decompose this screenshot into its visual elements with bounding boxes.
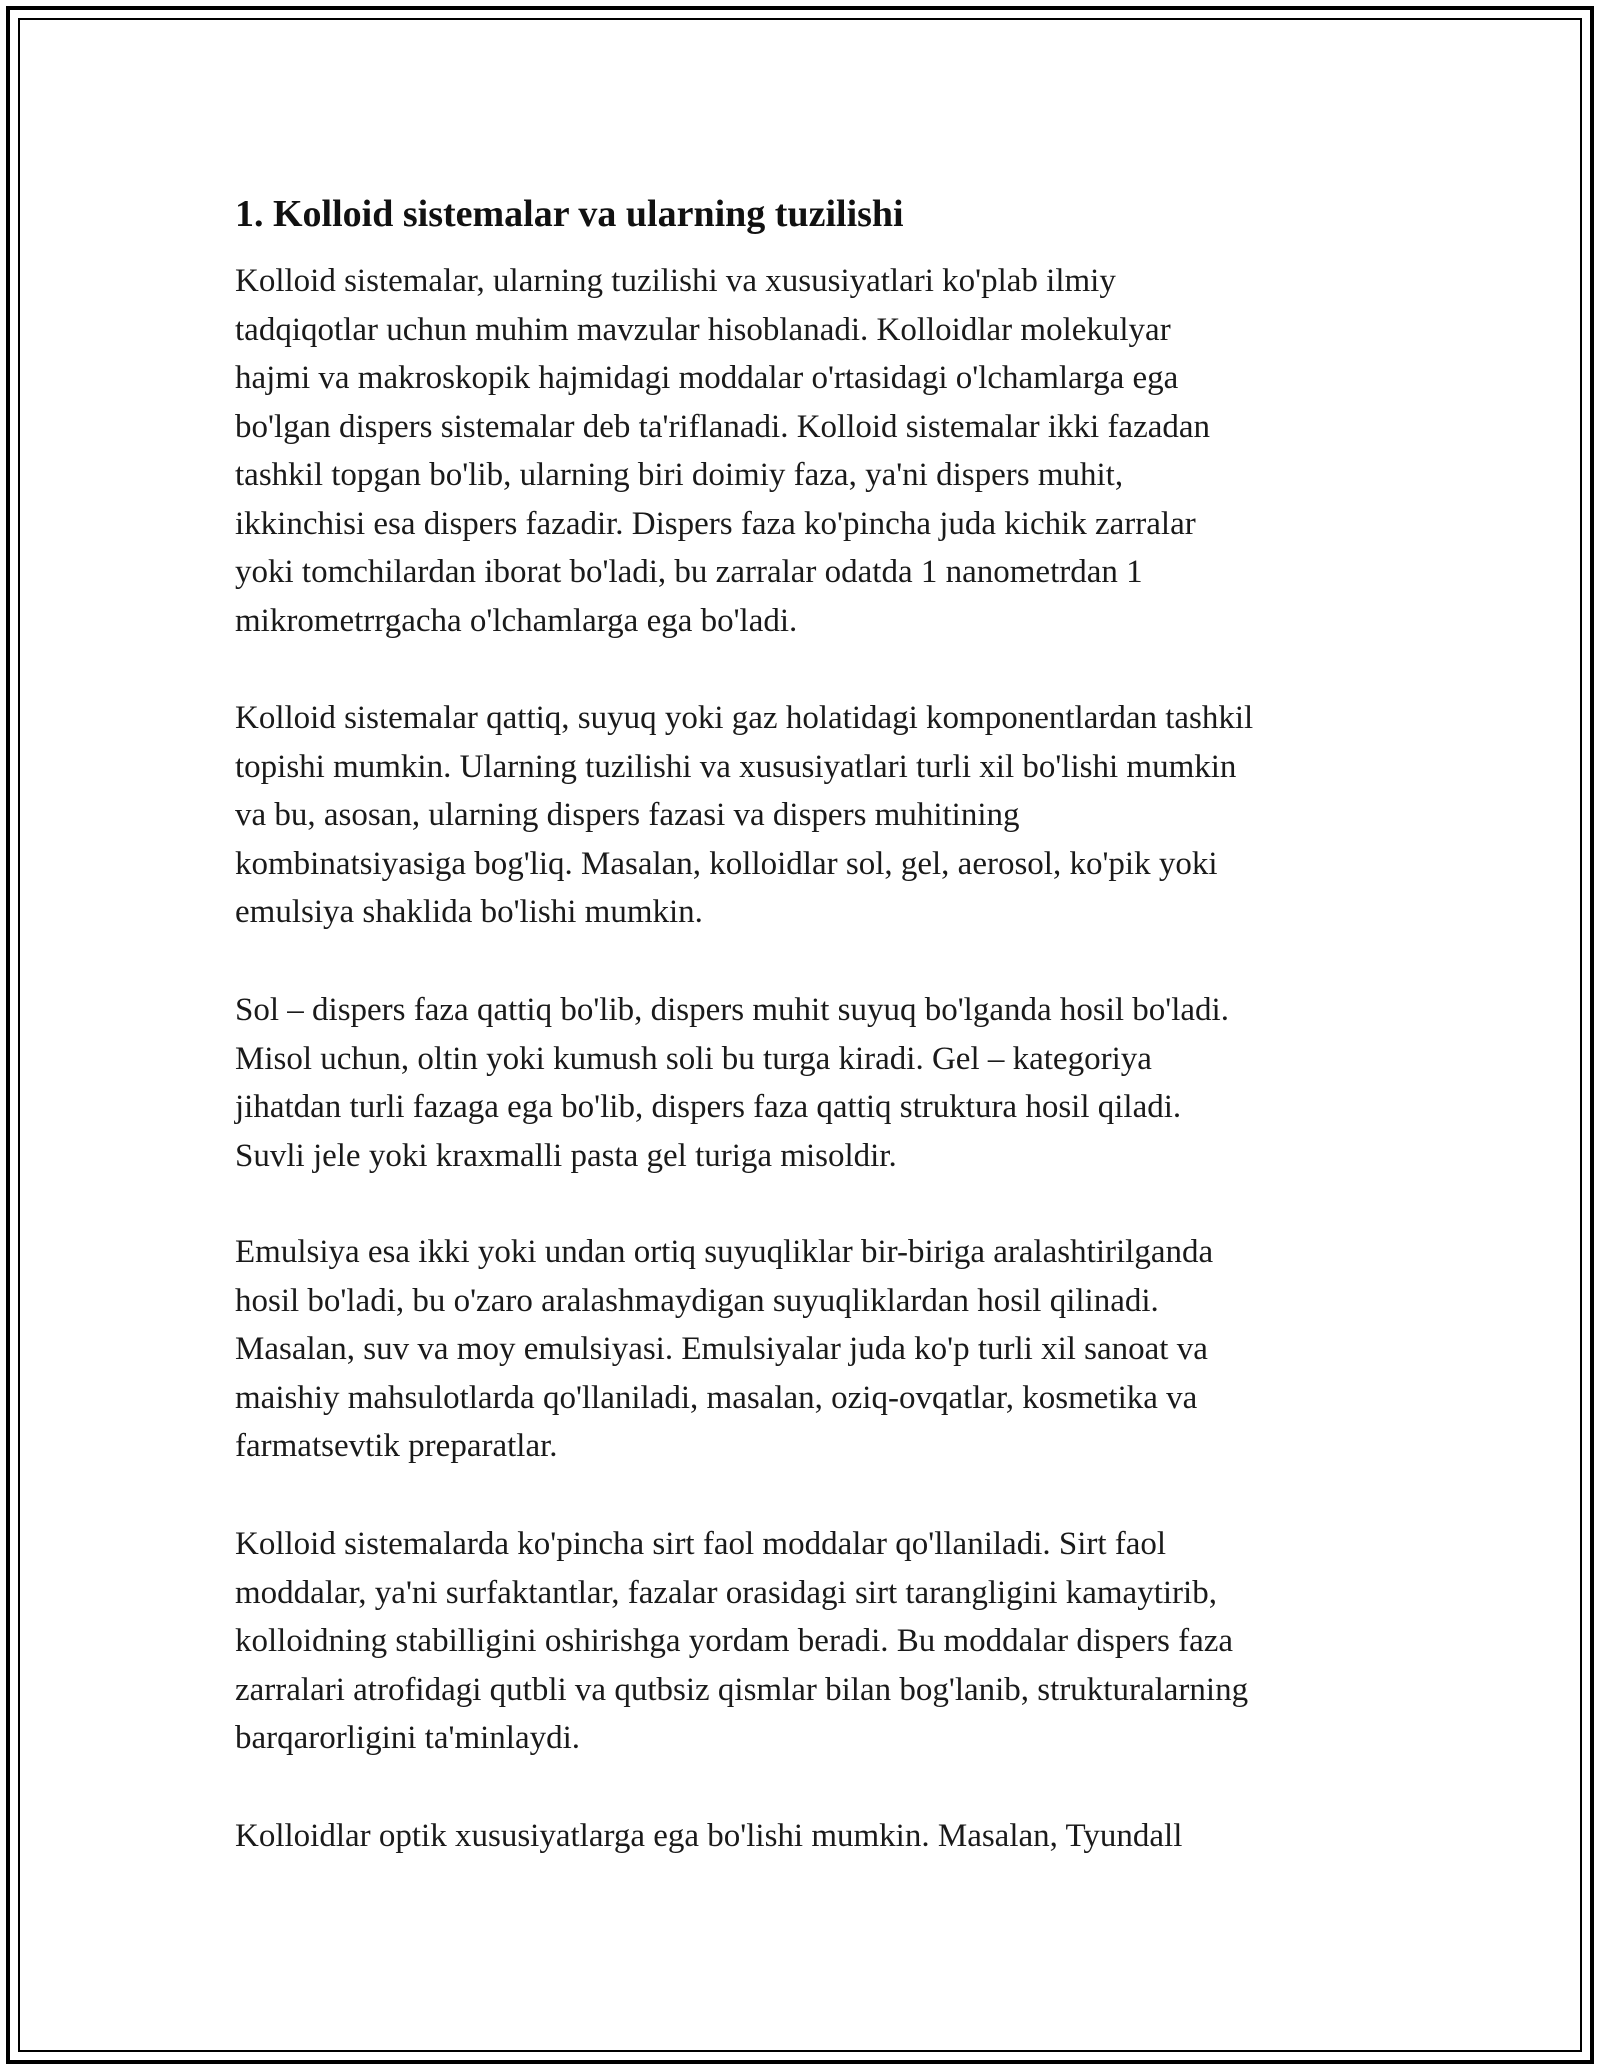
text-line: maishiy mahsulotlarda qo'llaniladi, masalan, oziq-ovqatlar, kosmetika va	[235, 1379, 1198, 1416]
text-line: moddalar, ya'ni surfaktantlar, fazalar orasidagi sirt tarangligini kamaytirib,	[235, 1574, 1217, 1611]
section-heading: 1. Kolloid sistemalar va ularning tuzilishi	[235, 193, 904, 235]
paragraph-5	[235, 1520, 1385, 1763]
paragraph-4	[235, 1228, 1385, 1471]
paragraph-text	[235, 694, 1385, 937]
text-line: tadqiqotlar uchun muhim mavzular hisoblanadi. Kolloidlar molekulyar	[235, 311, 1171, 348]
text-line: Kolloid sistemalar qattiq, suyuq yoki gaz holatidagi komponentlardan tashkil	[235, 700, 1254, 736]
paragraph-6	[235, 1812, 1385, 1861]
paragraph-text	[235, 1520, 1385, 1763]
paragraph-text	[235, 257, 1385, 645]
paragraph-3	[235, 986, 1385, 1180]
text-line: hosil bo'ladi, bu o'zaro aralashmaydigan suyuqliklardan hosil qilinadi.	[235, 1282, 1159, 1319]
document-body	[235, 180, 1385, 1854]
text-line: Misol uchun, oltin yoki kumush soli bu turga kiradi. Gel – kategoriya	[235, 1040, 1152, 1077]
text-line: Suvli jele yoki kraxmalli pasta gel turiga misoldir.	[235, 1137, 897, 1174]
paragraph-text	[235, 1812, 1385, 1861]
paragraph-text	[235, 1228, 1385, 1471]
text-line: ikkinchisi esa dispers fazadir. Dispers faza ko'pincha juda kichik zarralar	[235, 505, 1196, 542]
text-line: mikrometrrgacha o'lchamlarga ega bo'ladi.	[235, 602, 798, 639]
text-line: va bu, asosan, ularning dispers fazasi va dispers muhitining	[235, 797, 1020, 833]
text-line: jihatdan turli fazaga ega bo'lib, dispers faza qattiq struktura hosil qiladi.	[235, 1089, 1182, 1125]
text-line: farmatsevtik preparatlar.	[235, 1428, 558, 1464]
text-line: kombinatsiyasiga bog'liq. Masalan, kolloidlar sol, gel, aerosol, ko'pik yoki	[235, 845, 1218, 882]
paragraph-2	[235, 694, 1385, 937]
text-line: Kolloidlar optik xususiyatlarga ega bo'lishi mumkin. Masalan, Tyundall	[235, 1818, 1183, 1854]
text-line: Kolloid sistemalarda ko'pincha sirt faol moddalar qo'llaniladi. Sirt faol	[235, 1526, 1167, 1562]
text-line: yoki tomchilardan iborat bo'ladi, bu zarralar odatda 1 nanometrdan 1	[235, 554, 1143, 590]
text-line: hajmi va makroskopik hajmidagi moddalar o'rtasidagi o'lchamlarga ega	[235, 360, 1179, 396]
text-line: tashkil topgan bo'lib, ularning biri doimiy faza, ya'ni dispers muhit,	[235, 457, 1124, 493]
text-line: topishi mumkin. Ularning tuzilishi va xususiyatlari turli xil bo'lishi mumkin	[235, 748, 1237, 785]
text-line: Emulsiya esa ikki yoki undan ortiq suyuqliklar bir-biriga aralashtirilganda	[235, 1234, 1214, 1270]
paragraph-text	[235, 986, 1385, 1180]
text-line: emulsiya shaklida bo'lishi mumkin.	[235, 894, 703, 930]
text-line: zarralari atrofidagi qutbli va qutbsiz qismlar bilan bog'lanib, strukturalarning	[235, 1671, 1249, 1708]
text-line: Masalan, suv va moy emulsiyasi. Emulsiyalar juda ko'p turli xil sanoat va	[235, 1331, 1208, 1367]
text-line: bo'lgan dispers sistemalar deb ta'riflanadi. Kolloid sistemalar ikki fazadan	[235, 408, 1211, 445]
text-line: Sol – dispers faza qattiq bo'lib, dispers muhit suyuq bo'lganda hosil bo'ladi.	[235, 992, 1229, 1028]
text-line: kolloidning stabilligini oshirishga yordam beradi. Bu moddalar dispers faza	[235, 1623, 1234, 1659]
text-line: Kolloid sistemalar, ularning tuzilishi va xususiyatlari ko'plab ilmiy	[235, 263, 1116, 299]
text-line: barqarorligini ta'minlaydi.	[235, 1720, 581, 1756]
paragraph-1	[235, 257, 1385, 645]
